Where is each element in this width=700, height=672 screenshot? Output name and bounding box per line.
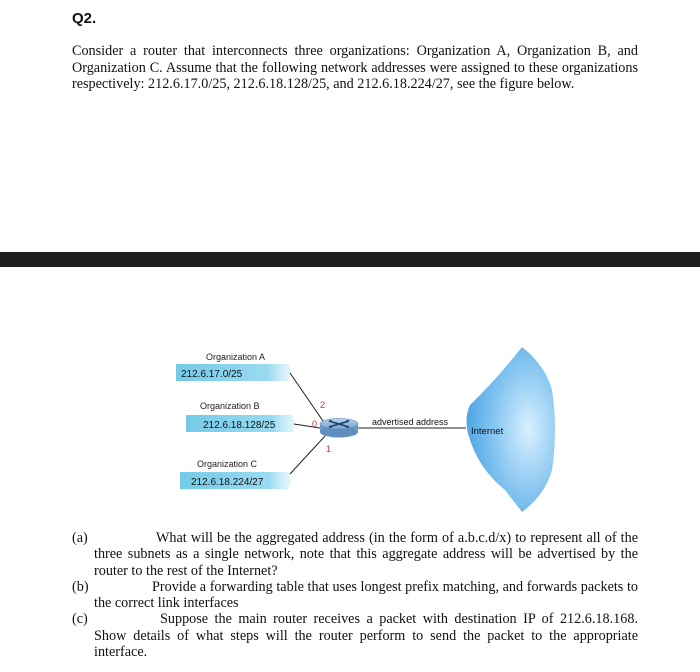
question-intro: Consider a router that interconnects three organizations: Organization A, Organization B, and Organization C. Assume that the following network addresses were assigned to these organizations respectively: 212.6.17.0/25, 212.6.18.128/25, and 212.6.18.224/27, see the figure below.	[72, 43, 638, 92]
org-c-address: 212.6.18.224/27	[191, 477, 264, 488]
part-c-label: (c)	[72, 611, 88, 628]
part-b-text: Provide a forwarding table that uses longest prefix matching, and forwards packets to the correct link interfaces	[94, 578, 638, 612]
org-c-name: Organization C	[197, 459, 258, 469]
org-b-address: 212.6.18.128/25	[203, 420, 276, 431]
interface-1-label: 1	[326, 444, 332, 454]
router-icon	[320, 419, 358, 438]
part-a-label: (a)	[72, 530, 88, 546]
link-to-org-c	[290, 436, 325, 474]
org-a-name: Organization A	[206, 352, 266, 362]
part-a	[72, 530, 638, 579]
part-c	[72, 611, 638, 660]
advertised-address-label: advertised address	[372, 417, 449, 427]
question-title: Q2.	[72, 10, 97, 27]
interface-0-label: 0	[312, 419, 318, 429]
org-a-address: 212.6.17.0/25	[181, 369, 243, 380]
org-b-name: Organization B	[200, 401, 260, 411]
part-c-text: Suppose the main router receives a packet with destination IP of 212.6.18.168. Show details of what steps will the router perform to send the packet to the appropriate interface.	[94, 611, 638, 661]
part-b-label: (b)	[72, 578, 89, 595]
interface-2-label: 2	[320, 400, 326, 410]
question-parts	[72, 530, 638, 660]
network-figure	[0, 267, 700, 529]
internet-label: Internet	[471, 426, 504, 437]
link-to-org-a	[290, 373, 326, 421]
section-divider	[0, 252, 700, 267]
part-a-text: What will be the aggregated address (in the form of a.b.c.d/x) to represent all of the three subnets as a single network, note that this aggregate address will be advertised by the router to the rest of the Internet?	[94, 530, 638, 579]
part-b	[72, 579, 638, 612]
